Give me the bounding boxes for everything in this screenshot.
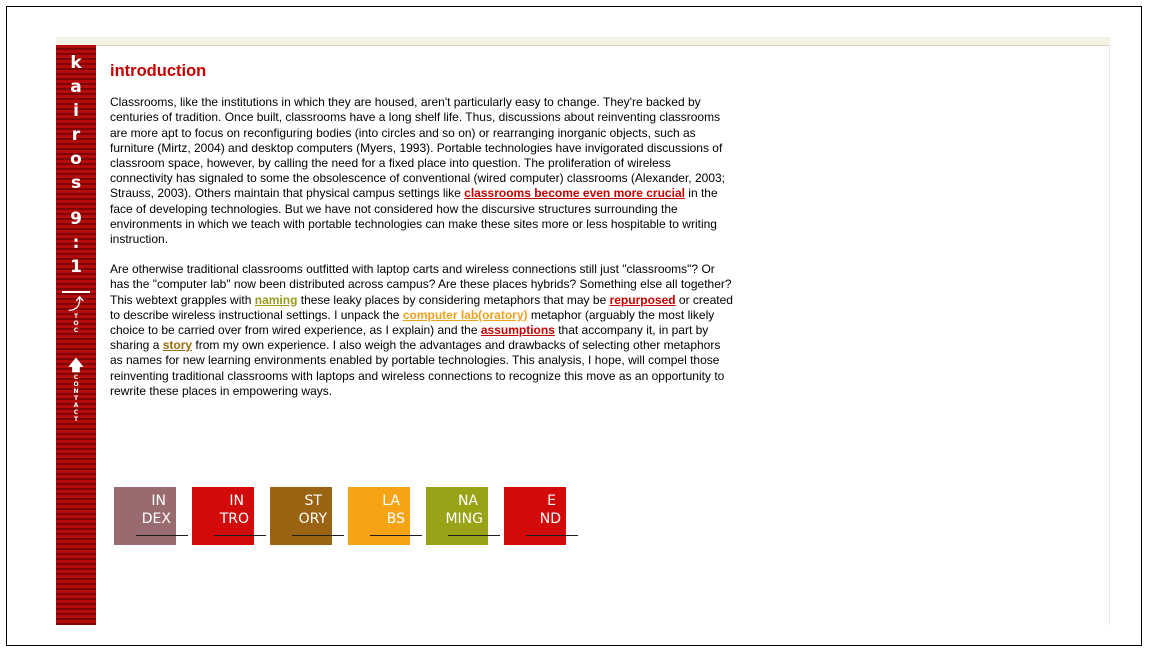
main-content <box>110 64 735 414</box>
kairos-sidebar <box>56 45 96 625</box>
tile-underline <box>214 535 266 536</box>
page-right-edge <box>1109 45 1110 625</box>
logo-letter: o <box>70 149 82 169</box>
toc-link[interactable] <box>56 297 96 334</box>
link-naming[interactable]: naming <box>254 292 298 307</box>
tile-end[interactable]: E ND <box>504 487 566 545</box>
tile-index[interactable]: IN DEX <box>114 487 176 545</box>
kairos-logo[interactable] <box>56 51 96 279</box>
logo-letter: a <box>70 77 82 97</box>
logo-letter: i <box>73 101 79 121</box>
link-assumptions[interactable]: assumptions <box>480 323 555 338</box>
up-arrow-icon: 🡅 <box>68 357 84 374</box>
contact-label: C O N T A C T <box>73 374 79 423</box>
tile-intro[interactable]: IN TRO <box>192 487 254 545</box>
tile-labs[interactable]: LA BS <box>348 487 410 545</box>
sidebar-divider <box>62 291 90 293</box>
link-classrooms-crucial[interactable]: classrooms become even more crucial <box>464 186 685 201</box>
page-title: introduction <box>110 62 207 80</box>
toolbar-strip <box>56 37 1110 46</box>
tile-underline <box>448 535 500 536</box>
logo-letter: 1 <box>70 257 82 277</box>
section-nav-tiles <box>114 487 566 545</box>
tile-underline <box>292 535 344 536</box>
link-story[interactable]: story <box>162 338 193 353</box>
tile-story[interactable]: ST ORY <box>270 487 332 545</box>
logo-letter: 9 <box>70 209 82 229</box>
link-repurposed[interactable]: repurposed <box>609 292 676 307</box>
tile-underline <box>136 535 188 536</box>
contact-link[interactable] <box>56 358 96 423</box>
logo-letter: s <box>70 173 82 193</box>
logo-letter: : <box>72 233 80 253</box>
intro-paragraph-2: Are otherwise traditional classrooms outfitted with laptop carts and wireless connections still just "classrooms"? Or has the "computer lab" now been distributed across campus? Are these places hybrids? Something else all together? This webtext grapples with naming these leaky places by considering metaphors that may be repurposed or created to describe wireless instructional settings. I unpack the computer lab(oratory) metaphor (arguably the most likely choice to be carried over from wired experience, as I explain) and the assumptions that accompany it, in part by sharing a story from my own experience. I also weigh the advantages and drawbacks of selecting other metaphors as names for new learning environments enabled by portable technologies. This analysis, I hope, will compel those reinventing traditional classrooms with laptops and wireless connections to recognize this move as an opportunity to rewrite these places in empowering ways. <box>110 262 733 398</box>
tile-underline <box>526 535 578 536</box>
logo-letter: r <box>71 125 81 145</box>
tile-naming[interactable]: NA MING <box>426 487 488 545</box>
intro-paragraph-1: Classrooms, like the institutions in which they are housed, aren't particularly easy to change. They're backed by centuries of tradition. Once built, classrooms have a long shelf life. Thus, discussions about reinventing classrooms are more apt to focus on reconfiguring bodies (into circles and so on) or rearranging inorganic objects, such as furniture (Mirtz, 2004) and desktop computers (Myers, 1993). Portable technologies have invigorated discussions of classroom space, however, by calling the need for a fixed place into question. The proliferation of wireless connectivity has signaled to some the obsolescence of conventional (wired computer) classrooms (Alexander, 2003; Strauss, 2003). Others maintain that physical campus settings like classrooms become even more crucial in the face of developing technologies. But we have not considered how the discursive structures surrounding the environments in which we teach with portable technologies can make these sites more or less hospitable to writing instruction. <box>110 95 725 247</box>
toc-label: T O C <box>73 313 79 334</box>
logo-letter: k <box>70 53 82 73</box>
link-computer-lab[interactable]: computer lab(oratory) <box>402 307 528 322</box>
curved-arrow-icon: ⤴ <box>68 296 84 313</box>
tile-underline <box>370 535 422 536</box>
